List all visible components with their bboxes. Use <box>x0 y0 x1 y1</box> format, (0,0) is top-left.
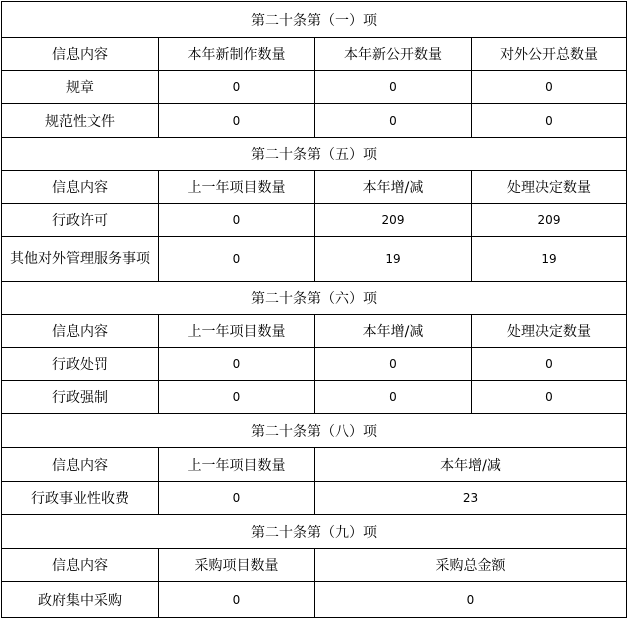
cell-value: 0 <box>159 482 315 515</box>
row-label: 规章 <box>2 71 159 104</box>
section-title: 第二十条第（九）项 <box>2 515 627 549</box>
column-header: 本年新公开数量 <box>315 38 472 71</box>
column-header: 本年新制作数量 <box>159 38 315 71</box>
cell-value: 209 <box>315 204 472 237</box>
column-header: 本年增/减 <box>315 171 472 204</box>
row-label: 政府集中采购 <box>2 582 159 618</box>
section-title: 第二十条第（一）项 <box>2 2 627 38</box>
column-header: 本年增/减 <box>315 448 627 482</box>
row-label: 行政事业性收费 <box>2 482 159 515</box>
cell-value: 0 <box>472 71 627 104</box>
cell-value: 209 <box>472 204 627 237</box>
cell-value: 19 <box>315 237 472 282</box>
cell-value: 0 <box>159 348 315 381</box>
section-title: 第二十条第（六）项 <box>2 282 627 315</box>
cell-value: 0 <box>315 348 472 381</box>
cell-value: 0 <box>159 381 315 414</box>
cell-value: 0 <box>159 204 315 237</box>
column-header: 上一年项目数量 <box>159 448 315 482</box>
column-header: 对外公开总数量 <box>472 38 627 71</box>
column-header: 本年增/减 <box>315 315 472 348</box>
column-header: 信息内容 <box>2 38 159 71</box>
column-header: 信息内容 <box>2 549 159 582</box>
column-header: 上一年项目数量 <box>159 315 315 348</box>
column-header: 信息内容 <box>2 448 159 482</box>
row-label: 行政强制 <box>2 381 159 414</box>
cell-value: 0 <box>472 381 627 414</box>
cell-value: 23 <box>315 482 627 515</box>
disclosure-table <box>1 1 627 618</box>
cell-value: 0 <box>159 582 315 618</box>
cell-value: 0 <box>315 582 627 618</box>
section-title: 第二十条第（八）项 <box>2 414 627 448</box>
column-header: 上一年项目数量 <box>159 171 315 204</box>
row-label: 行政许可 <box>2 204 159 237</box>
column-header: 信息内容 <box>2 171 159 204</box>
column-header: 处理决定数量 <box>472 315 627 348</box>
cell-value: 0 <box>159 104 315 138</box>
cell-value: 19 <box>472 237 627 282</box>
section-title: 第二十条第（五）项 <box>2 138 627 171</box>
cell-value: 0 <box>315 381 472 414</box>
cell-value: 0 <box>472 104 627 138</box>
column-header: 采购项目数量 <box>159 549 315 582</box>
column-header: 处理决定数量 <box>472 171 627 204</box>
row-label: 行政处罚 <box>2 348 159 381</box>
cell-value: 0 <box>472 348 627 381</box>
cell-value: 0 <box>315 71 472 104</box>
cell-value: 0 <box>315 104 472 138</box>
cell-value: 0 <box>159 237 315 282</box>
cell-value: 0 <box>159 71 315 104</box>
row-label: 规范性文件 <box>2 104 159 138</box>
column-header: 采购总金额 <box>315 549 627 582</box>
column-header: 信息内容 <box>2 315 159 348</box>
row-label: 其他对外管理服务事项 <box>2 237 159 282</box>
